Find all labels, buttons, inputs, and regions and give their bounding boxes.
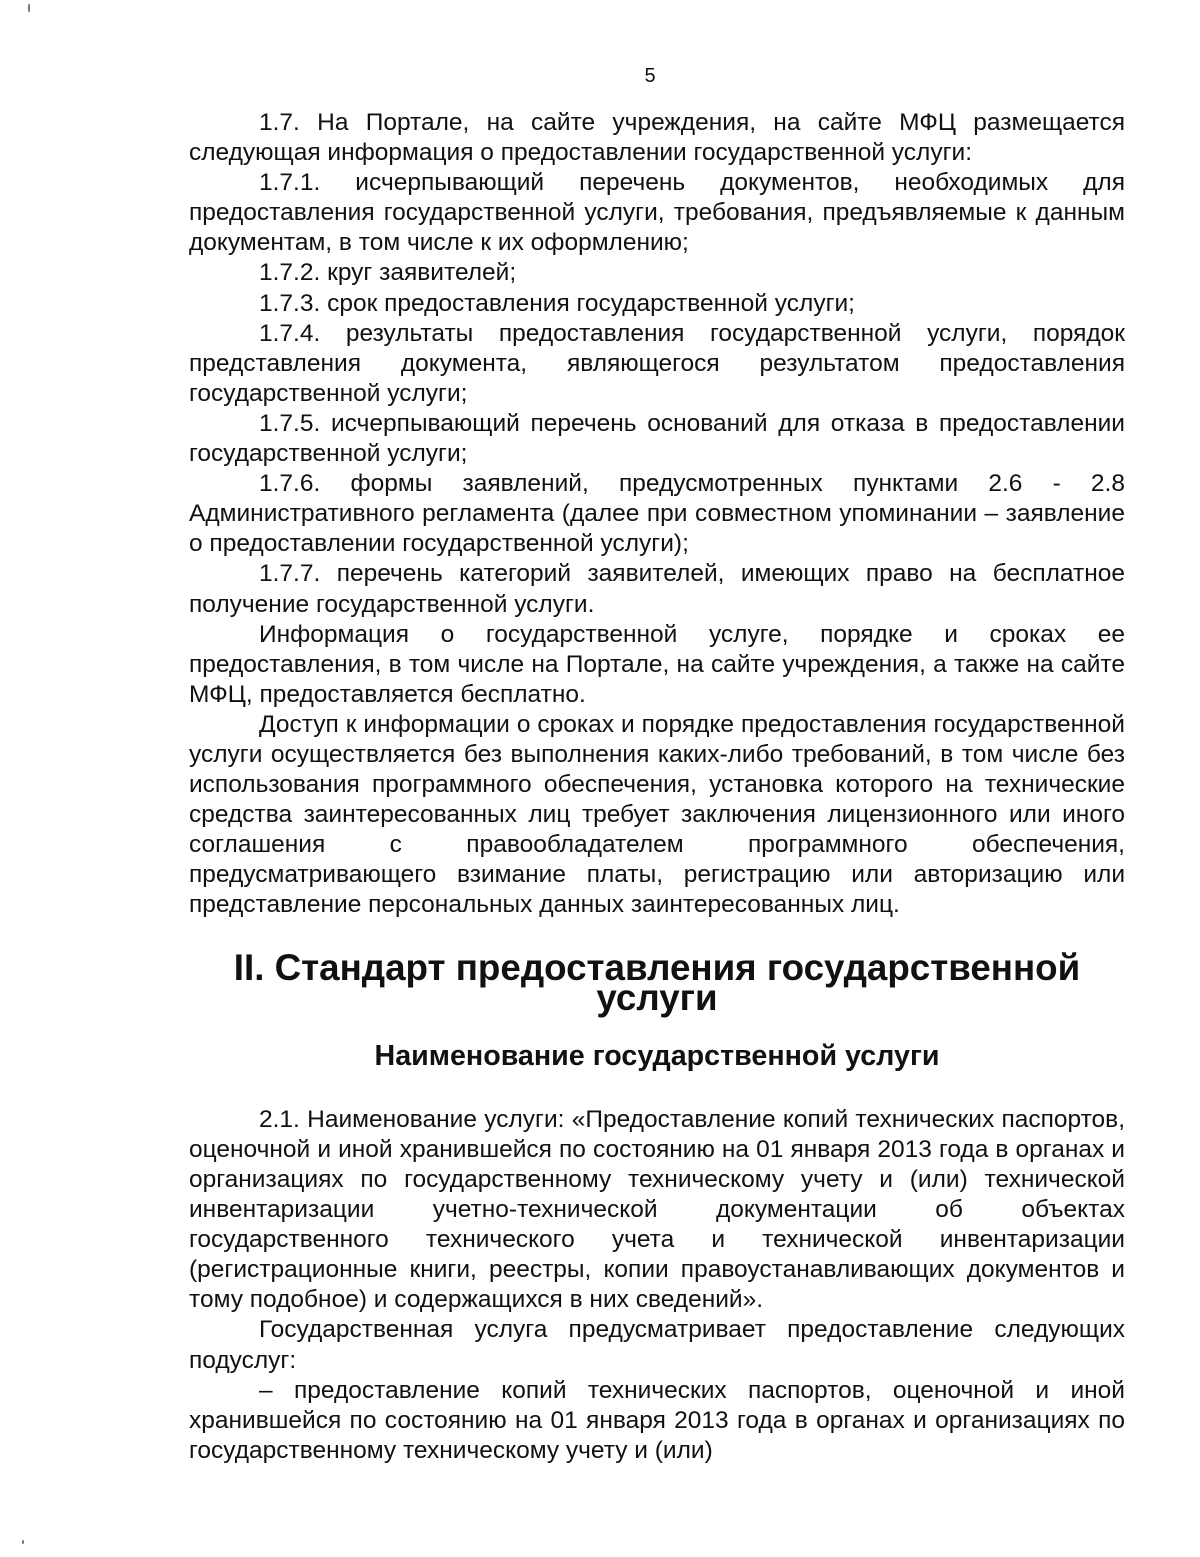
paragraph-1-7-3: 1.7.3. срок предоставления государственной услуги; (259, 289, 855, 317)
paragraph-1-7-1: 1.7.1. исчерпывающий перечень документов, необходимых для предоставления государственной услуги, требования, предъявляемые к данным документам, в том числе к их оформлению; (189, 169, 1125, 257)
paragraph-1-7-6: 1.7.6. формы заявлений, предусмотренных пунктами 2.6 - 2.8 Административного регламента (далее при совместном упоминании – заявление о предоставлении государственной услуги); (189, 470, 1125, 558)
paragraph-access: Доступ к информации о сроках и порядке предоставления государственной услуги осуществляется без выполнения каких-либо требований, в том числе без использования программного обеспечения, установка которого на технические средства заинтересованных лиц требует заключения лицензионного или иного соглашения с правообладателем программного обеспечения, предусматривающего взимание платы, регистрацию или авторизацию или представление персональных данных заинтересованных лиц. (189, 710, 1125, 919)
paragraph-subservice-item: – предоставление копий технических паспортов, оценочной и иной хранившейся по состоянию на 01 января 2013 года в органах и организациях по государственному техническому учету и (или) (189, 1376, 1125, 1464)
scan-speck (28, 4, 30, 12)
section-subheading: Наименование государственной услуги (374, 1039, 940, 1072)
paragraph-info-free: Информация о государственной услуге, порядке и сроках ее предоставления, в том числе на Портале, на сайте учреждения, а также на сайте МФЦ, предоставляется бесплатно. (189, 620, 1125, 708)
paragraph-1-7-7: 1.7.7. перечень категорий заявителей, имеющих право на бесплатное получение государственной услуги. (189, 560, 1125, 618)
paragraph-1-7: 1.7. На Портале, на сайте учреждения, на сайте МФЦ размещается следующая информация о предоставлении государственной услуги: (189, 109, 1125, 167)
paragraph-1-7-4: 1.7.4. результаты предоставления государственной услуги, порядок представления документа, являющегося результатом предоставления государственной услуги; (189, 319, 1125, 407)
document-body (189, 108, 1125, 1466)
scan-speck (22, 1540, 24, 1544)
paragraph-1-7-5: 1.7.5. исчерпывающий перечень оснований для отказа в предоставлении государственной услуги; (189, 409, 1125, 468)
paragraph-subservices: Государственная услуга предусматривает предоставление следующих подуслуг: (189, 1316, 1125, 1374)
page-number: 5 (644, 65, 656, 87)
section-heading: II. Стандарт предоставления государственной услуги (233, 946, 1081, 1018)
paragraph-2-1: 2.1. Наименование услуги: «Предоставление копий технических паспортов, оценочной и иной хранившейся по состоянию на 01 января 2013 года в органах и организациях по государственному техническому учету и (или) технической инвентаризации учетно-технической документации об объектах государственного технического учета и технической инвентаризации (регистрационные книги, реестры, копии правоустанавливающих документов и тому подобное) и содержащихся в них сведений». (189, 1105, 1125, 1314)
paragraph-1-7-2: 1.7.2. круг заявителей; (259, 259, 517, 287)
